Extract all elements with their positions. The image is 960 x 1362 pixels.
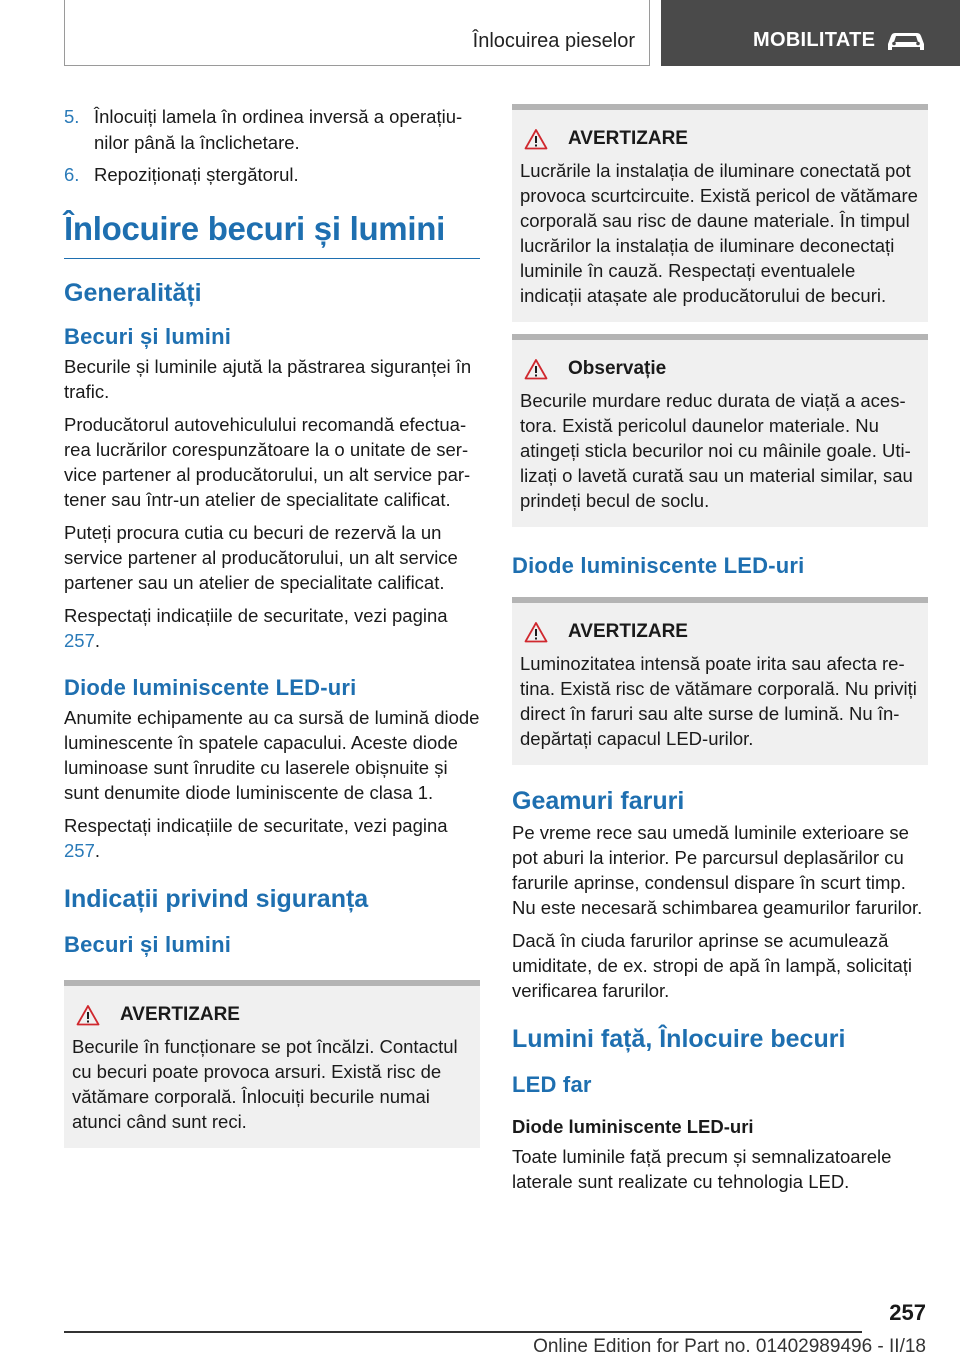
- section-heading-lumini: Lumini față, Înlocuire becuri: [512, 1025, 846, 1053]
- paragraph: Producătorul autovehiculului recomandă efectuarea lucrărilor corespunzătoare la o unitate de service partener al producătorului, un alt service partener sau într-un atelier de specialitate calificat.: [64, 414, 471, 510]
- subsection-heading-led-far: LED far: [512, 1072, 592, 1097]
- warning-text: Lucrările la instalația de iluminare conectată pot provoca scurtcircuite. Există pericol de vătămare corporală sau risc de daune materiale. În timpul lucrărilor la instalația de iluminare deconectați luminile în cauză. Respectați eventualele indicații atașate ale producătorului de becuri.: [520, 160, 918, 306]
- section-heading-general: Generalități: [64, 279, 202, 307]
- warning-triangle-icon: [76, 1004, 100, 1026]
- subsection-heading-becuri-2: Becuri și lumini: [64, 932, 232, 957]
- left-column: [64, 104, 480, 1148]
- step-6: [64, 162, 480, 188]
- page-number: 257: [889, 1300, 926, 1325]
- note-text: Becurile murdare reduc durata de viață a acestora. Există pericolul daunelor materiale. Nu atingeți sticla becurilor noi cu mâinile goale. Utilizați o lavetă curată sau un material similar, sau prindeți becul de soclu.: [520, 390, 913, 511]
- paragraph: Becurile și luminile ajută la păstrarea siguranței în trafic.: [64, 356, 472, 402]
- warning-box: [512, 597, 928, 765]
- footer-edition: Online Edition for Part no. 01402989496 - II/18: [533, 1336, 926, 1357]
- right-column: [512, 104, 928, 1194]
- warning-box: [512, 104, 928, 322]
- warning-triangle-icon: [524, 128, 548, 150]
- car-icon: [885, 28, 927, 54]
- warning-text: Becurile în funcționare se pot încălzi. Contactul cu becuri poate provoca arsuri. Există risc de vătămare corporală. Înlocuiți becurile numai atunci când sunt reci.: [72, 1036, 458, 1132]
- header-section-box: [64, 0, 650, 66]
- subsection-heading-led: Diode luminiscente LED-uri: [512, 553, 805, 578]
- paragraph: Toate luminile față precum și semnalizatoarele laterale sunt realizate cu tehnologia LED.: [512, 1146, 892, 1192]
- step-text: Înlocuiți lamela în ordinea inversă a operațiunilor până la înclichetare.: [94, 106, 463, 153]
- page-link[interactable]: 257: [64, 840, 95, 861]
- paragraph: Pe vreme rece sau umedă luminile exterioare se pot aburi la interior. Pe parcursul deplasărilor cu farurile aprinse, condensul dispare în scurt timp. Nu este necesară schimbarea geamurilor farurilor.: [512, 822, 923, 918]
- subsection-heading-becuri: Becuri și lumini: [64, 324, 232, 349]
- header-chapter-label: MOBILITATE: [753, 29, 876, 51]
- warning-title: AVERTIZARE: [76, 1004, 472, 1026]
- step-text: Repoziționați ștergătorul.: [94, 164, 299, 185]
- header-chapter-tab[interactable]: [661, 0, 960, 66]
- warning-triangle-icon: [524, 621, 548, 643]
- header-section-title: Înlocuirea pieselor: [472, 30, 635, 52]
- note-title: Observație: [524, 358, 920, 380]
- step-5: [64, 104, 480, 156]
- warning-box: [64, 980, 480, 1148]
- section-heading-geamuri: Geamuri faruri: [512, 787, 685, 815]
- paragraph: Puteți procura cutia cu becuri de rezervă la un service partener al producătorului, un alt service partener sau un atelier de specialitate calificat.: [64, 522, 458, 593]
- warning-triangle-icon: [524, 358, 548, 380]
- minor-heading-diode: Diode luminiscente LED-uri: [512, 1116, 754, 1137]
- paragraph: Respectați indicațiile de securitate, vezi pagina 257.: [64, 605, 448, 651]
- paragraph: Anumite echipamente au ca sursă de lumină diode luminescente în spatele capacului. Aceste diode luminoase sunt înrudite cu laserele obișnuite și sunt denumite diode luminiscente de clasa 1.: [64, 707, 480, 803]
- chapter-heading: Înlocuire becuri și lumini: [64, 210, 480, 259]
- warning-title: AVERTIZARE: [524, 128, 920, 150]
- page-link[interactable]: 257: [64, 630, 95, 651]
- note-box: [512, 334, 928, 527]
- subsection-heading-led: Diode luminiscente LED-uri: [64, 675, 357, 700]
- warning-title: AVERTIZARE: [524, 621, 920, 643]
- paragraph: Dacă în ciuda farurilor aprinse se acumulează umiditate, de ex. stropi de apă în lampă, solicitați verificarea farurilor.: [512, 930, 913, 1001]
- step-number: 5.: [64, 106, 80, 127]
- warning-text: Luminozitatea intensă poate irita sau afecta retina. Există risc de vătămare corporală. Nu priviți direct în faruri sau alte surse de lumină. Nu îndepărtați capacul LED-urilor.: [520, 653, 917, 749]
- section-heading-indicatii: Indicații privind siguranța: [64, 885, 369, 913]
- step-number: 6.: [64, 164, 80, 185]
- paragraph: Respectați indicațiile de securitate, vezi pagina 257.: [64, 815, 448, 861]
- footer-divider: [64, 1331, 862, 1333]
